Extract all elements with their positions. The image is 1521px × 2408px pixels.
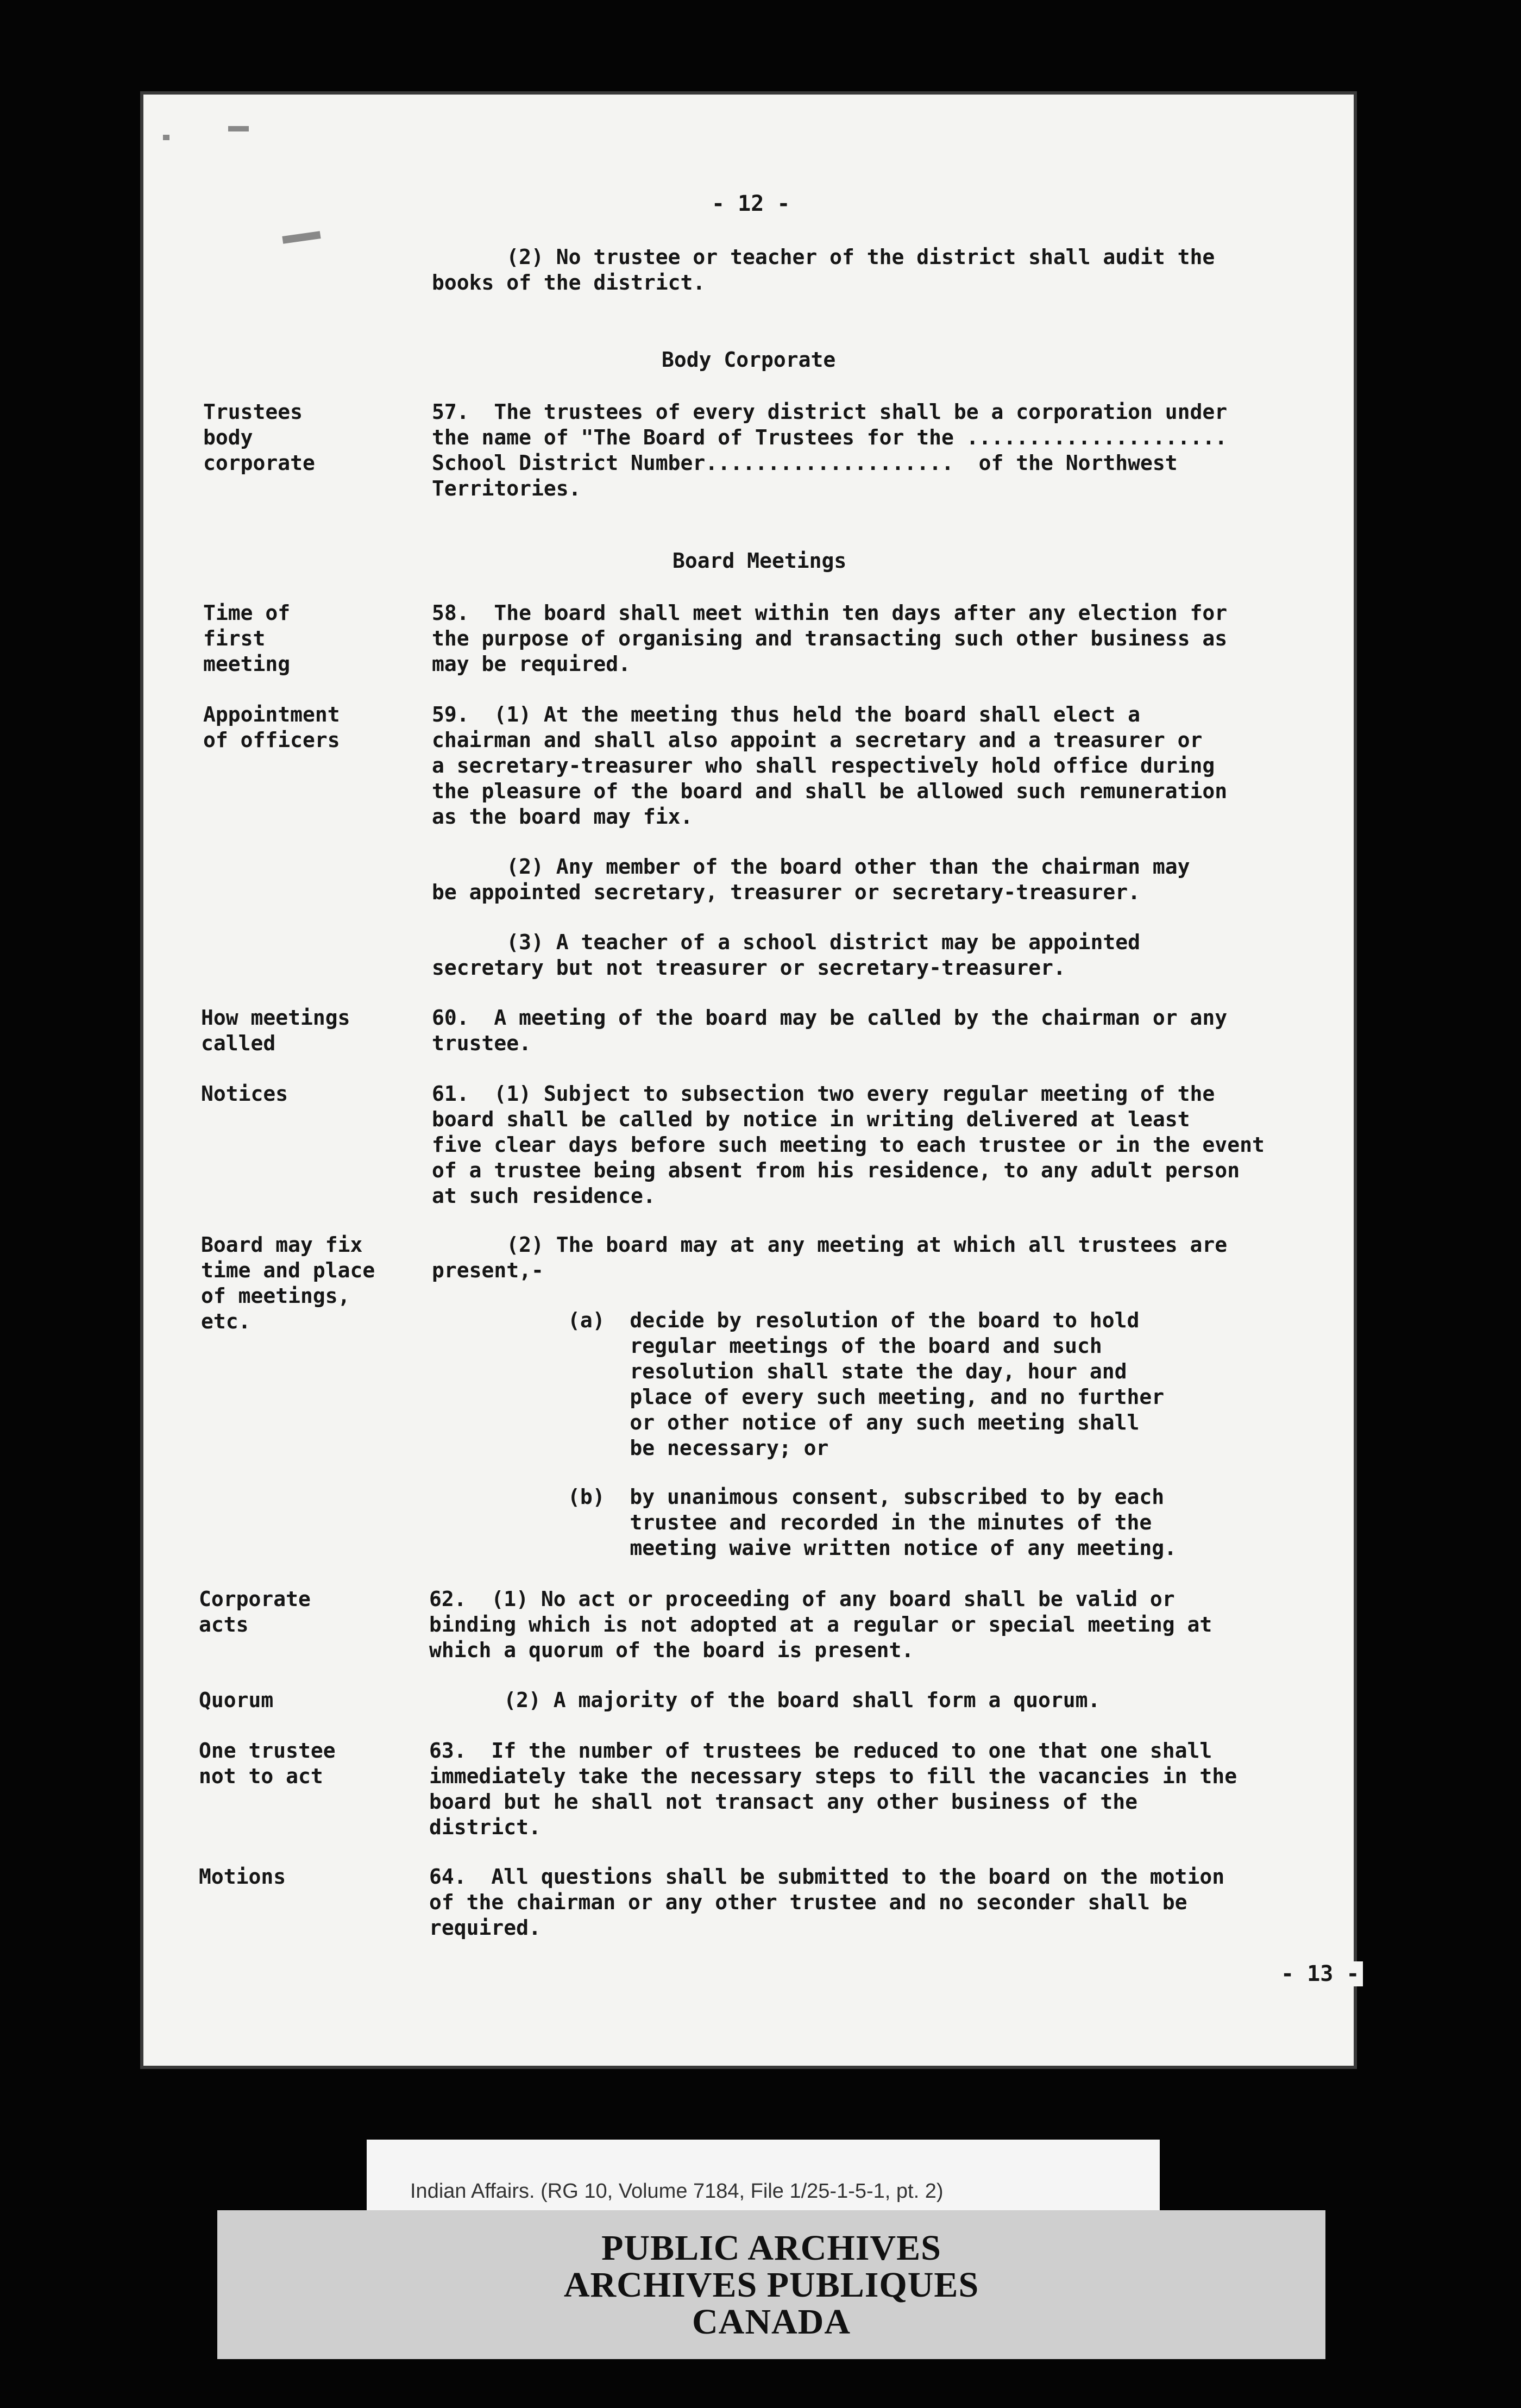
s61-2b-line-2: trustee and recorded in the minutes of the [568,1510,1152,1534]
s61-2-line-2: present,- [432,1258,544,1282]
s62-1-line-2: binding which is not adopted at a regular or special meeting at [429,1613,1212,1636]
s61-2a-line-5: or other notice of any such meeting shall [568,1410,1140,1434]
s61-2b-line-1: (b) by unanimous consent, subscribed to by each [568,1485,1165,1509]
margin-note-time-2: first [203,626,266,650]
s58-line-1: 58. The board shall meet within ten days after any election for [432,601,1228,625]
s59-1-line-4: the pleasure of the board and shall be allowed such remuneration [432,779,1228,803]
s59-1-line-1: 59. (1) At the meeting thus held the board shall elect a [432,703,1141,726]
margin-note-trustees-1: Trustees [203,400,303,424]
s62-2-line-1: (2) A majority of the board shall form a quorum. [429,1688,1101,1712]
s59-2-line-1: (2) Any member of the board other than the chairman may [432,855,1190,879]
intro-line-2: books of the district. [432,271,706,294]
margin-note-notices: Notices [201,1082,288,1106]
s64-line-3: required. [429,1916,541,1940]
s61-1-line-5: at such residence. [432,1184,656,1208]
heading-body-corporate: Body Corporate [662,348,836,372]
speck-2 [163,135,169,140]
s57-line-2: the name of "The Board of Trustees for the ..................... [432,425,1228,449]
stamp-line-canada: CANADA [692,2302,851,2342]
margin-note-how-1: How meetings [201,1006,350,1030]
s61-2b-line-3: meeting waive written notice of any meeting. [568,1536,1177,1560]
s60-line-1: 60. A meeting of the board may be called by the chairman or any [432,1006,1228,1030]
margin-note-board-fix-4: etc. [201,1309,251,1333]
s63-line-2: immediately take the necessary steps to fill the vacancies in the [429,1764,1237,1788]
s64-line-1: 64. All questions shall be submitted to the board on the motion [429,1865,1225,1889]
s61-1-line-4: of a trustee being absent from his residence, to any adult person [432,1158,1240,1182]
s61-2a-line-4: place of every such meeting, and no further [568,1385,1165,1409]
s58-line-2: the purpose of organising and transacting such other business as [432,626,1228,650]
margin-note-board-fix-3: of meetings, [201,1284,350,1308]
next-page-marker: - 13 - [1278,1961,1363,1986]
margin-note-time-3: meeting [203,652,291,676]
s61-1-line-3: five clear days before such meeting to each trustee or in the event [432,1133,1265,1157]
s61-1-line-2: board shall be called by notice in writing delivered at least [432,1107,1190,1131]
margin-note-time-1: Time of [203,601,291,625]
margin-note-appointment-1: Appointment [203,703,340,726]
s61-2-line-1: (2) The board may at any meeting at which all trustees are [432,1233,1228,1257]
s62-1-line-1: 62. (1) No act or proceeding of any board shall be valid or [429,1587,1175,1611]
s57-line-1: 57. The trustees of every district shall be a corporation under [432,400,1228,424]
speck-3 [228,126,249,131]
s59-1-line-3: a secretary-treasurer who shall respectively hold office during [432,754,1215,777]
s59-1-line-5: as the board may fix. [432,805,693,829]
s61-2a-line-3: resolution shall state the day, hour and [568,1359,1127,1383]
margin-note-board-fix-1: Board may fix [201,1233,363,1257]
s61-2a-line-6: be necessary; or [568,1436,829,1460]
s64-line-2: of the chairman or any other trustee and no seconder shall be [429,1890,1187,1914]
stamp-line-public-archives: PUBLIC ARCHIVES [601,2228,941,2268]
margin-note-board-fix-2: time and place [201,1258,375,1282]
margin-note-trustees-3: corporate [203,451,315,475]
s58-line-3: may be required. [432,652,631,676]
s60-line-2: trustee. [432,1031,532,1055]
margin-note-corporate-acts-2: acts [199,1613,249,1636]
margin-note-appointment-2: of officers [203,728,340,752]
s59-3-line-1: (3) A teacher of a school district may be appointed [432,930,1141,954]
s63-line-1: 63. If the number of trustees be reduced to one that one shall [429,1739,1212,1763]
s59-3-line-2: secretary but not treasurer or secretary-treasurer. [432,956,1066,980]
s61-2a-line-1: (a) decide by resolution of the board to hold [568,1308,1140,1332]
stamp-line-archives-publiques: ARCHIVES PUBLIQUES [563,2265,979,2305]
s57-line-3: School District Number.................... of the Northwest [432,451,1178,475]
s59-1-line-2: chairman and shall also appoint a secretary and a treasurer or [432,728,1203,752]
margin-note-quorum: Quorum [199,1688,274,1712]
margin-note-how-2: called [201,1031,276,1055]
s63-line-4: district. [429,1815,541,1839]
margin-note-motions: Motions [199,1865,286,1889]
s61-2a-line-2: regular meetings of the board and such [568,1334,1102,1358]
intro-line-1: (2) No trustee or teacher of the district shall audit the [432,245,1215,269]
s62-1-line-3: which a quorum of the board is present. [429,1638,914,1662]
s63-line-3: board but he shall not transact any other business of the [429,1790,1138,1814]
margin-note-one-trustee-2: not to act [199,1764,323,1788]
margin-note-trustees-2: body [203,425,253,449]
margin-note-one-trustee-1: One trustee [199,1739,336,1763]
page-number: - 12 - [712,191,790,216]
s57-line-4: Territories. [432,476,581,500]
heading-board-meetings: Board Meetings [672,549,847,573]
s59-2-line-2: be appointed secretary, treasurer or secretary-treasurer. [432,880,1141,904]
archive-reference-text: Indian Affairs. (RG 10, Volume 7184, File 1/25-1-5-1, pt. 2) [410,2180,944,2203]
s61-1-line-1: 61. (1) Subject to subsection two every regular meeting of the [432,1082,1215,1106]
margin-note-corporate-acts-1: Corporate [199,1587,311,1611]
